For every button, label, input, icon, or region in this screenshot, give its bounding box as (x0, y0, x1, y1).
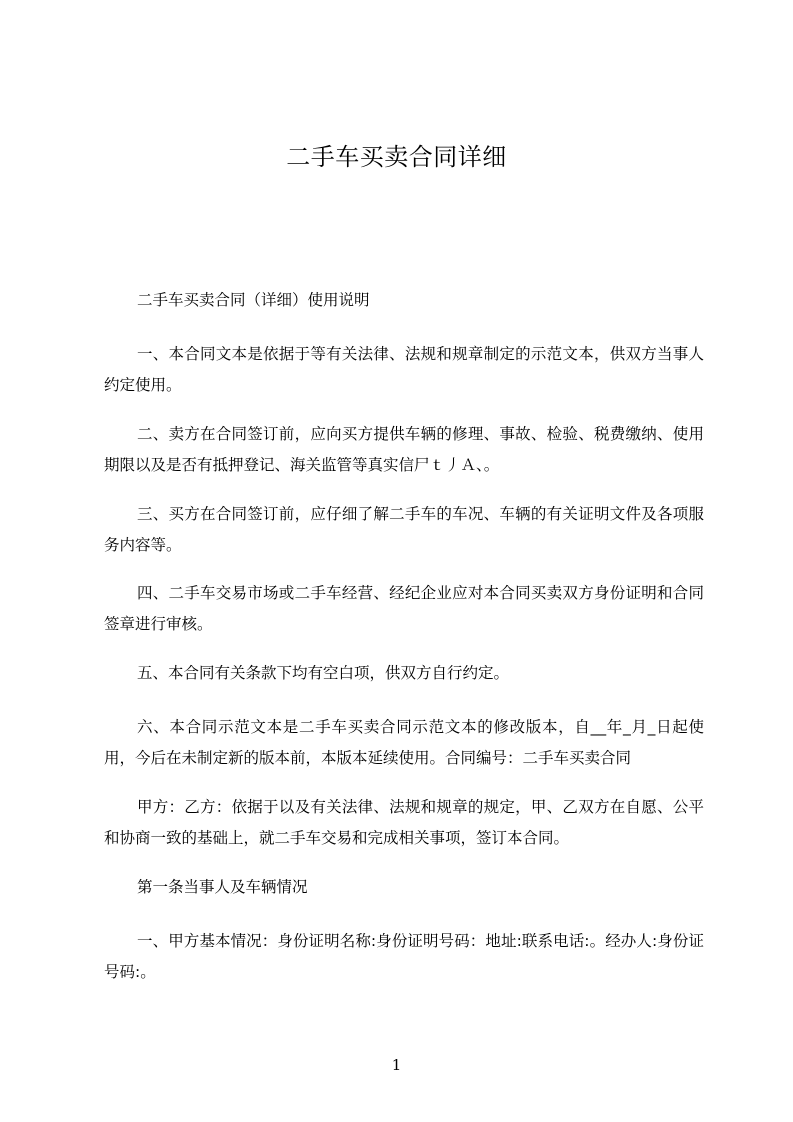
paragraph-usage-heading: 二手车买卖合同（详细）使用说明 (137, 291, 370, 309)
paragraph-item-5: 五、本合同有关条款下均有空白项，供双方自行约定。 (137, 664, 510, 682)
paragraph-item-1: 一、本合同文本是依据于等有关法律、法规和规章制定的示范文本，供双方当事人约定使用。 (104, 345, 704, 394)
paragraph-party-a-info: 一、甲方基本情况：身份证明名称:身份证明号码：地址:联系电话:。经办人:身份证号码:。 (104, 932, 704, 981)
paragraph-article-1-heading: 第一条当事人及车辆情况 (137, 878, 308, 896)
page-number: 1 (391, 1056, 402, 1074)
paragraph-parties: 甲方：乙方：依据于以及有关法律、法规和规章的规定，甲、乙双方在自愿、公平和协商一致的基础上，就二手车交易和完成相关事项，签订本合同。 (104, 798, 704, 847)
paragraph-item-3: 三、买方在合同签订前，应仔细了解二手车的车况、车辆的有关证明文件及各项服务内容等。 (104, 505, 704, 554)
paragraph-item-2: 二、卖方在合同签订前，应向买方提供车辆的修理、事故、检验、税费缴纳、使用期限以及是否有抵押登记、海关监管等真实信尸ｔ丿Ａ、。 (104, 425, 704, 474)
document-title: 二手车买卖合同详细 (286, 143, 507, 171)
paragraph-item-4: 四、二手车交易市场或二手车经营、经纪企业应对本合同买卖双方身份证明和合同签章进行审核。 (104, 584, 704, 633)
paragraph-item-6: 六、本合同示范文本是二手车买卖合同示范文本的修改版本，自__年_月_日起使用，今后在未制定新的版本前，本版本延续使用。合同编号：二手车买卖合同 (104, 718, 704, 767)
